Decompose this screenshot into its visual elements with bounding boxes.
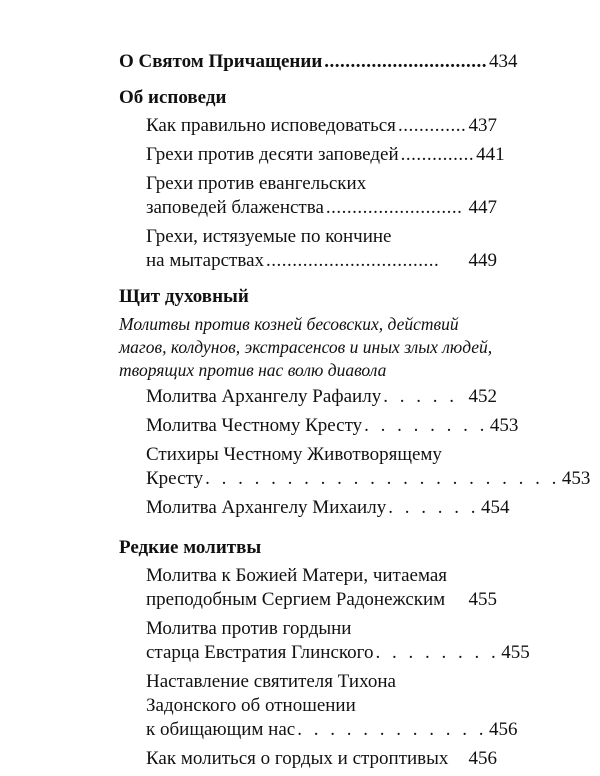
toc-entry (146, 564, 497, 612)
dot-leader: . . . . . . . . . . . . (297, 719, 487, 740)
toc-entry-first-line: Молитва против гордыни (146, 618, 352, 639)
toc-entry-label: преподобным Сергием Радонежским (146, 589, 446, 610)
toc-entry (146, 114, 497, 138)
toc-entry-first-line: Наставление святителя Тихона (146, 671, 396, 692)
page-number: 455 (468, 589, 497, 610)
page-number: 455 (501, 642, 530, 663)
toc-entry (146, 143, 505, 167)
toc-entry-label: к обищающим нас (146, 719, 296, 740)
page-number: 453 (489, 415, 519, 436)
toc-entry-label: Молитва Архангелу Рафаилу (146, 386, 382, 407)
toc-entry-label: Кресту (146, 468, 204, 489)
toc-entry-label: О Святом Причащении (119, 51, 323, 72)
toc-entry-label: на мытарствах (146, 250, 264, 271)
dot-leader: ............. (397, 115, 467, 136)
page-number: 456 (488, 719, 518, 740)
section-heading-confession: Об исповеди (119, 87, 227, 108)
toc-entry-first-line: Грехи, истязуемые по кончине (146, 226, 392, 247)
section-heading-spiritual-shield: Щит духовный (119, 286, 249, 307)
toc-entry-label: Грехи против десяти заповедей (146, 144, 399, 165)
toc-entry (146, 747, 497, 771)
dot-leader: ............................... (324, 51, 488, 72)
section-entries-confession (119, 114, 505, 273)
section-entries-spiritual-shield (119, 385, 591, 520)
dot-leader: . . . . . . . . (364, 415, 488, 436)
dot-leader: .......................... (325, 197, 463, 218)
toc-entry-first-line: Стихиры Честному Животворящему (146, 444, 442, 465)
section-intro: Молитвы против козней бесовских, действий магов, колдунов, экстрасенсов и иных злых людей, творящих против нас волю диавола (119, 314, 493, 380)
dot-leader: ................................. (266, 250, 440, 271)
page-number: 434 (489, 51, 518, 72)
toc-entry-communion (119, 50, 518, 74)
page-number: 453 (561, 468, 591, 489)
page-number: 441 (476, 144, 505, 165)
table-of-contents (119, 44, 591, 776)
toc-entry (146, 670, 518, 742)
toc-entry (146, 225, 497, 273)
toc-entry (146, 617, 530, 665)
page-number: 437 (468, 115, 497, 136)
page-number: 447 (468, 197, 497, 218)
toc-entry-label: Молитва Архангелу Михаилу (146, 497, 387, 518)
dot-leader: . . . . . . . . (375, 642, 500, 663)
dot-leader: . . . . . . . . . . . . . . . . . . . . . . (205, 468, 560, 489)
toc-entry (146, 414, 519, 438)
toc-entry (146, 385, 497, 409)
toc-entry (146, 496, 510, 520)
toc-entry-label: заповедей блаженства (146, 197, 324, 218)
page-number: 452 (468, 386, 497, 407)
toc-entry-label: Как правильно исповедоваться (146, 115, 396, 136)
toc-entry-first-line: Молитва к Божией Матери, читаемая (146, 565, 448, 586)
dot-leader: . . . . . . (388, 497, 479, 518)
page-number: 454 (480, 497, 510, 518)
toc-entry (146, 443, 591, 491)
section-entries-rare-prayers (119, 564, 530, 771)
page-number: 456 (468, 748, 497, 769)
toc-entry-second-line: Задонского об отношении (146, 695, 356, 716)
toc-entry-label: Как молиться о гордых и строптивых (146, 748, 449, 769)
toc-entry (146, 172, 497, 220)
toc-entry-first-line: Грехи против евангельских (146, 173, 367, 194)
toc-entry-label: старца Евстратия Глинского (146, 642, 374, 663)
dot-leader: .............. (400, 144, 475, 165)
section-heading-rare-prayers: Редкие молитвы (119, 537, 262, 558)
page-number: 449 (468, 250, 497, 271)
toc-entry-label: Молитва Честному Кресту (146, 415, 363, 436)
dot-leader: . . . . . (383, 386, 458, 407)
